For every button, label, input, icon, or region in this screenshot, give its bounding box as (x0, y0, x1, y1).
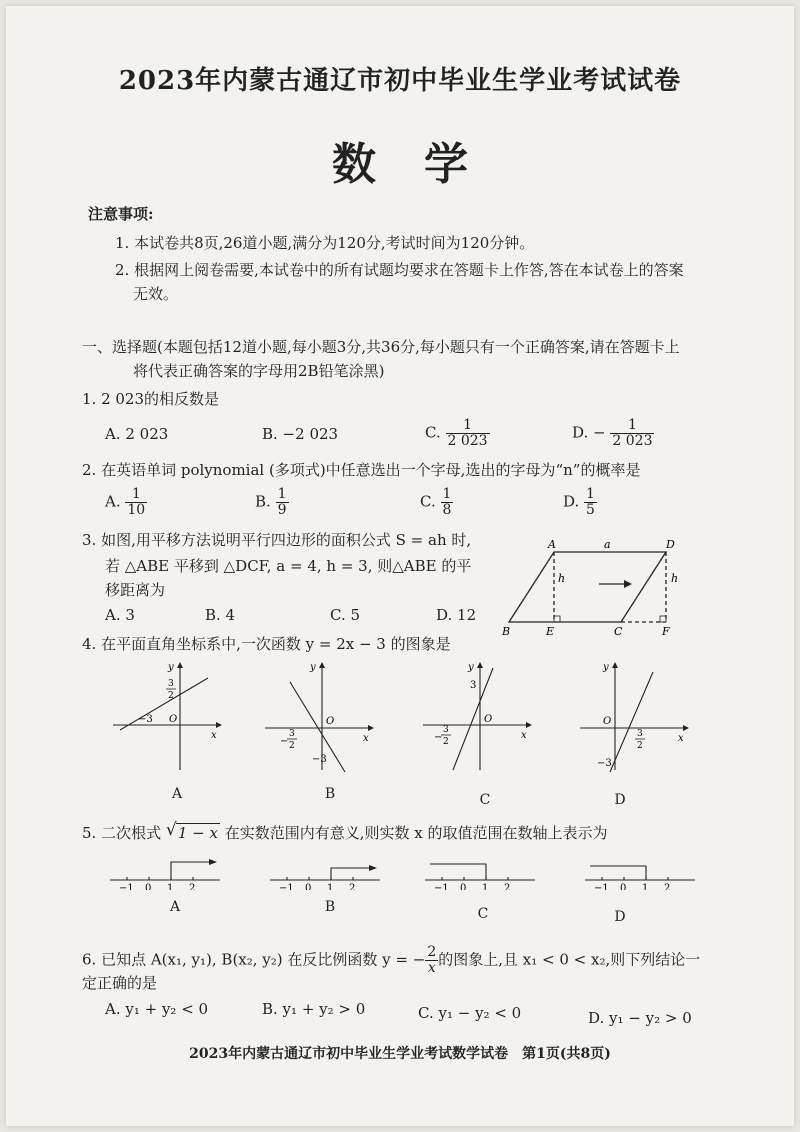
svg-text:2: 2 (664, 883, 671, 890)
svg-text:3: 3 (470, 680, 477, 691)
question-6-line-1: 6. 已知点 A(x₁, y₁), B(x₂, y₂) 在反比例函数 y = − $\frac{2}{x}$ 的图象上,且 x₁ < 0 < x₂,则下列结论一 (82, 944, 701, 976)
q3-option-c: C. 5 (330, 606, 361, 624)
q6-option-a: A. y₁ + y₂ < 0 (105, 1000, 209, 1018)
svg-text:O: O (169, 714, 178, 725)
point-f-label: F (662, 625, 670, 638)
number-line-b-label: B (324, 899, 336, 915)
svg-text:−1: −1 (279, 883, 294, 890)
q3-option-d: D. 12 (436, 606, 477, 624)
q1-option-d (572, 418, 654, 449)
q6-option-c: C. y₁ − y₂ < 0 (418, 1004, 522, 1022)
side-a-label: a (604, 538, 611, 551)
svg-text:0: 0 (460, 883, 467, 890)
q1-option-c-fraction: $\frac{1}{2 023}$ (447, 417, 488, 449)
question-3-line-1: 3. 如图,用平移方法说明平行四边形的面积公式 S = ah 时, (82, 531, 472, 549)
section-heading-cont: 将代表正确答案的字母用2B铅笔涂黑) (133, 362, 385, 380)
svg-text:1: 1 (482, 883, 489, 890)
svg-text:O: O (603, 716, 612, 727)
number-line-c (420, 850, 540, 890)
svg-text:x: x (363, 733, 369, 744)
q1-option-d-fraction: $\frac{1}{2 023}$ (612, 417, 653, 449)
graph-b-label: B (324, 786, 336, 802)
q1-option-c-label: C. (425, 423, 441, 442)
subject-title: 数学 (332, 139, 516, 190)
question-1-stem: 1. 2 023的相反数是 (82, 390, 220, 408)
number-line-d-label: D (614, 909, 626, 925)
q1-option-c (425, 418, 490, 449)
notice-item-2-cont: 无效。 (133, 285, 179, 303)
svg-text:0: 0 (305, 883, 312, 890)
svg-text:2: 2 (637, 741, 643, 751)
q2-option-d: D. $\frac{1}{5}$ (563, 486, 595, 518)
svg-text:−: − (280, 736, 289, 747)
svg-text:O: O (484, 714, 493, 725)
graph-c (418, 660, 533, 775)
q6-option-d: D. y₁ − y₂ > 0 (588, 1009, 692, 1027)
svg-text:−1: −1 (594, 883, 609, 890)
point-b-label: B (502, 625, 511, 638)
svg-text:2: 2 (289, 741, 295, 751)
exam-title: 2023年内蒙古通辽市初中毕业生学业考试试卷 (118, 66, 682, 96)
svg-text:1: 1 (642, 883, 649, 890)
q2-option-a: A. $\frac{1}{10}$ (105, 486, 146, 518)
svg-text:3: 3 (443, 725, 449, 735)
svg-text:0: 0 (145, 883, 152, 890)
page-footer: 2023年内蒙古通辽市初中毕业生学业考试数学试卷 第1页(共8页) (189, 1046, 611, 1062)
number-line-a (105, 850, 225, 890)
svg-text:1: 1 (327, 883, 334, 890)
notice-item-2: 2. 根据网上阅卷需要,本试卷中的所有试题均要求在答题卡上作答,答在本试卷上的答案 (115, 261, 684, 279)
point-c-label: C (614, 625, 623, 638)
svg-text:−3: −3 (138, 714, 153, 725)
svg-text:0: 0 (620, 883, 627, 890)
question-5-stem: 5. 二次根式 √ 1 − x 在实数范围内有意义,则实数 x 的取值范围在数轴上表示为 (82, 820, 608, 842)
svg-text:−3: −3 (597, 758, 612, 769)
svg-text:x: x (211, 730, 217, 741)
q3-option-a: A. 3 (105, 606, 135, 624)
number-line-a-label: A (169, 899, 181, 915)
graph-c-label: C (479, 792, 491, 808)
q1-option-d-label: D. − (572, 423, 606, 442)
square-root: √ 1 − x (165, 820, 218, 842)
point-e-label: E (546, 625, 555, 638)
graph-a-label: A (171, 786, 183, 802)
number-line-d (580, 850, 700, 890)
svg-text:y: y (468, 662, 474, 673)
q6-option-b: B. y₁ + y₂ > 0 (262, 1000, 366, 1018)
graph-b (260, 660, 375, 775)
svg-text:3: 3 (168, 679, 174, 689)
svg-text:−3: −3 (312, 754, 327, 765)
q1-option-a: A. 2 023 (105, 425, 169, 443)
svg-text:x: x (678, 733, 684, 744)
q2-option-b: B. $\frac{1}{9}$ (255, 486, 287, 518)
svg-text:2: 2 (168, 691, 174, 701)
svg-text:2: 2 (443, 737, 449, 747)
number-line-c-label: C (477, 906, 489, 922)
question-6-line-2: 定正确的是 (82, 974, 158, 992)
svg-text:−: − (434, 732, 443, 743)
svg-text:−1: −1 (119, 883, 134, 890)
svg-text:−1: −1 (434, 883, 449, 890)
svg-text:O: O (326, 716, 335, 727)
point-a-label: A (548, 538, 556, 551)
question-3-line-2: 若 △ABE 平移到 △DCF, a = 4, h = 3, 则△ABE 的平 (105, 557, 472, 575)
q1-option-b: B. −2 023 (262, 425, 339, 443)
height-right-label: h (671, 572, 679, 585)
arrow-icon (624, 580, 632, 588)
section-heading: 一、选择题(本题包括12道小题,每小题3分,共36分,每小题只有一个正确答案,请在答题卡上 (82, 338, 680, 356)
number-line-b (265, 850, 385, 890)
svg-text:2: 2 (504, 883, 511, 890)
svg-text:y: y (168, 662, 174, 673)
notice-heading: 注意事项: (88, 205, 154, 223)
question-4-stem: 4. 在平面直角坐标系中,一次函数 y = 2x − 3 的图象是 (82, 635, 451, 653)
height-left-label: h (558, 572, 566, 585)
svg-text:y: y (603, 662, 609, 673)
svg-text:1: 1 (167, 883, 174, 890)
notice-item-1: 1. 本试卷共8页,26道小题,满分为120分,考试时间为120分钟。 (115, 234, 535, 252)
question-2-stem: 2. 在英语单词 polynomial (多项式)中任意选出一个字母,选出的字母为“n”的概率是 (82, 461, 641, 479)
q2-option-c: C. $\frac{1}{8}$ (420, 486, 452, 518)
svg-text:y: y (310, 662, 316, 673)
svg-text:3: 3 (637, 729, 643, 739)
question-3-line-3: 移距离为 (105, 581, 166, 599)
q3-option-b: B. 4 (205, 606, 236, 624)
svg-text:3: 3 (289, 729, 295, 739)
svg-text:2: 2 (349, 883, 356, 890)
graph-a (108, 660, 223, 775)
svg-text:x: x (521, 730, 527, 741)
parallelogram-shape (509, 552, 666, 622)
q6-fraction: $\frac{2}{x}$ (427, 944, 437, 976)
point-d-label: D (666, 538, 675, 551)
svg-text:2: 2 (189, 883, 196, 890)
graph-d (575, 660, 690, 775)
graph-d-label: D (614, 792, 626, 808)
parallelogram-figure (496, 536, 696, 641)
